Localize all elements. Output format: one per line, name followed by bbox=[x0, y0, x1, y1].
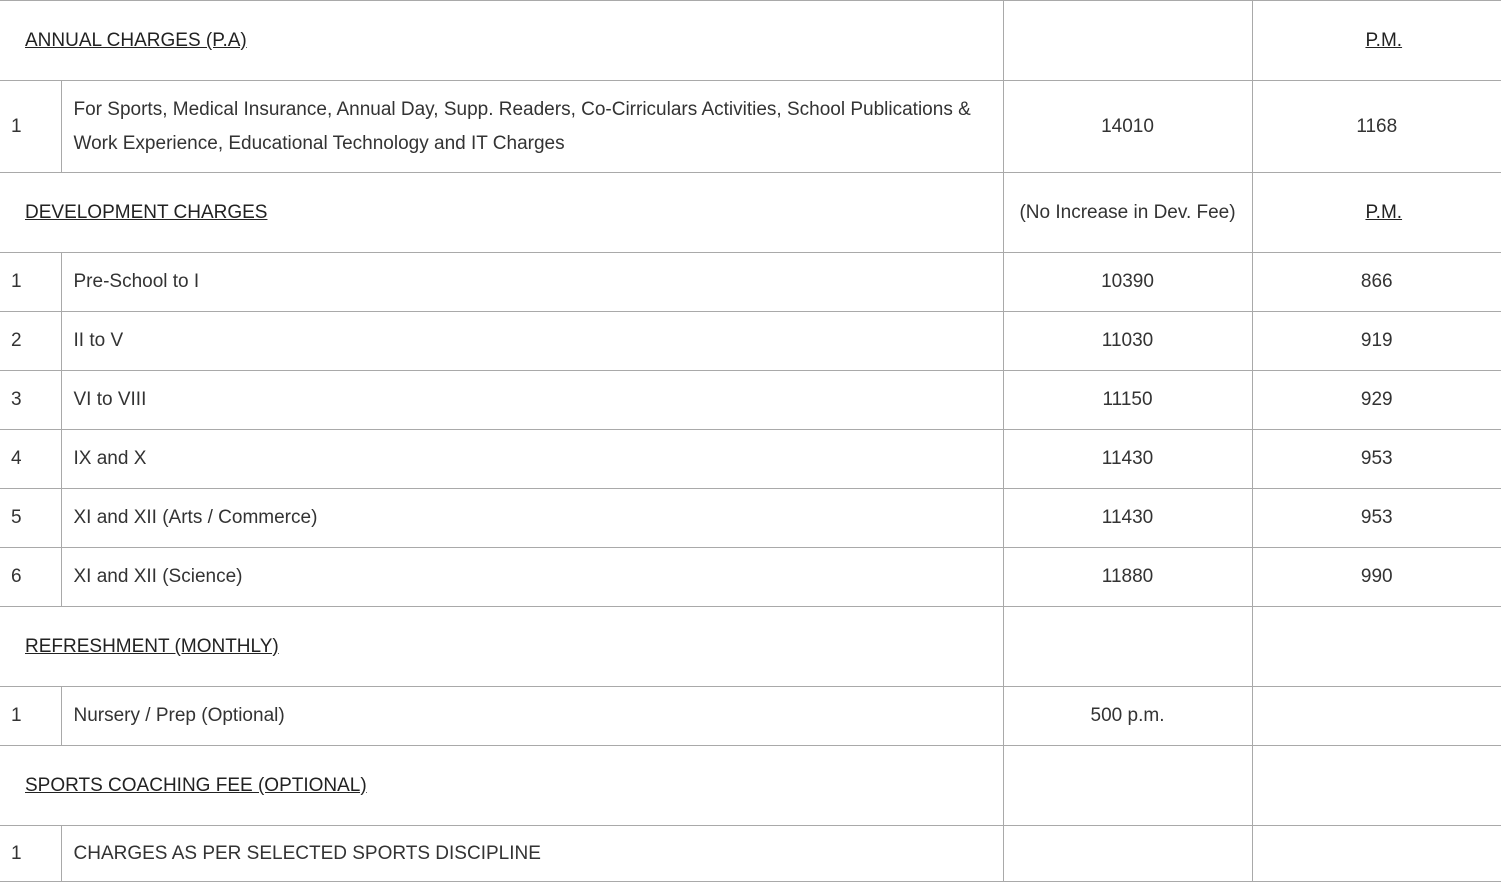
row-monthly-amount: 1168 bbox=[1252, 81, 1501, 173]
section-title: REFRESHMENT (MONTHLY) bbox=[0, 607, 1003, 687]
row-number: 5 bbox=[0, 489, 61, 548]
row-monthly-amount: 953 bbox=[1252, 489, 1501, 548]
pm-column-header bbox=[1252, 746, 1501, 826]
row-description: Pre-School to I bbox=[61, 253, 1003, 312]
row-annual-amount: 11150 bbox=[1003, 371, 1252, 430]
row-monthly-amount: 929 bbox=[1252, 371, 1501, 430]
pm-column-header: P.M. bbox=[1252, 173, 1501, 253]
pm-column-header bbox=[1252, 607, 1501, 687]
row-description: CHARGES AS PER SELECTED SPORTS DISCIPLINE bbox=[61, 826, 1003, 882]
row-annual-amount: 11880 bbox=[1003, 548, 1252, 607]
row-description: XI and XII (Science) bbox=[61, 548, 1003, 607]
row-number: 1 bbox=[0, 826, 61, 882]
row-number: 3 bbox=[0, 371, 61, 430]
section-title: ANNUAL CHARGES (P.A) bbox=[0, 1, 1003, 81]
row-monthly-amount bbox=[1252, 826, 1501, 882]
table-row bbox=[0, 548, 1501, 607]
table-row bbox=[0, 253, 1501, 312]
row-number: 2 bbox=[0, 312, 61, 371]
row-monthly-amount: 953 bbox=[1252, 430, 1501, 489]
row-annual-amount: 500 p.m. bbox=[1003, 687, 1252, 746]
row-number: 1 bbox=[0, 687, 61, 746]
row-number: 4 bbox=[0, 430, 61, 489]
section-header-refreshment bbox=[0, 607, 1501, 687]
row-monthly-amount: 990 bbox=[1252, 548, 1501, 607]
section-title: DEVELOPMENT CHARGES bbox=[0, 173, 1003, 253]
section-header-sports-coaching bbox=[0, 746, 1501, 826]
row-description: For Sports, Medical Insurance, Annual Day, Supp. Readers, Co-Cirriculars Activities, School Publications & Work Experience, Educational Technology and IT Charges bbox=[61, 81, 1003, 173]
section-note bbox=[1003, 746, 1252, 826]
row-monthly-amount: 919 bbox=[1252, 312, 1501, 371]
row-monthly-amount bbox=[1252, 687, 1501, 746]
row-annual-amount: 10390 bbox=[1003, 253, 1252, 312]
pm-column-header: P.M. bbox=[1252, 1, 1501, 81]
row-annual-amount: 11430 bbox=[1003, 489, 1252, 548]
row-description: Nursery / Prep (Optional) bbox=[61, 687, 1003, 746]
section-header-annual-charges bbox=[0, 1, 1501, 81]
section-header-development-charges bbox=[0, 173, 1501, 253]
section-note bbox=[1003, 607, 1252, 687]
table-row bbox=[0, 81, 1501, 173]
table-row bbox=[0, 687, 1501, 746]
table-row bbox=[0, 430, 1501, 489]
row-annual-amount: 14010 bbox=[1003, 81, 1252, 173]
row-annual-amount: 11030 bbox=[1003, 312, 1252, 371]
section-note bbox=[1003, 1, 1252, 81]
table-row bbox=[0, 312, 1501, 371]
table-row bbox=[0, 371, 1501, 430]
row-number: 6 bbox=[0, 548, 61, 607]
section-title: SPORTS COACHING FEE (OPTIONAL) bbox=[0, 746, 1003, 826]
row-annual-amount: 11430 bbox=[1003, 430, 1252, 489]
table-row bbox=[0, 489, 1501, 548]
row-number: 1 bbox=[0, 253, 61, 312]
row-description: IX and X bbox=[61, 430, 1003, 489]
row-number: 1 bbox=[0, 81, 61, 173]
section-note: (No Increase in Dev. Fee) bbox=[1003, 173, 1252, 253]
row-description: VI to VIII bbox=[61, 371, 1003, 430]
row-annual-amount bbox=[1003, 826, 1252, 882]
row-description: II to V bbox=[61, 312, 1003, 371]
table-row bbox=[0, 826, 1501, 882]
row-monthly-amount: 866 bbox=[1252, 253, 1501, 312]
row-description: XI and XII (Arts / Commerce) bbox=[61, 489, 1003, 548]
